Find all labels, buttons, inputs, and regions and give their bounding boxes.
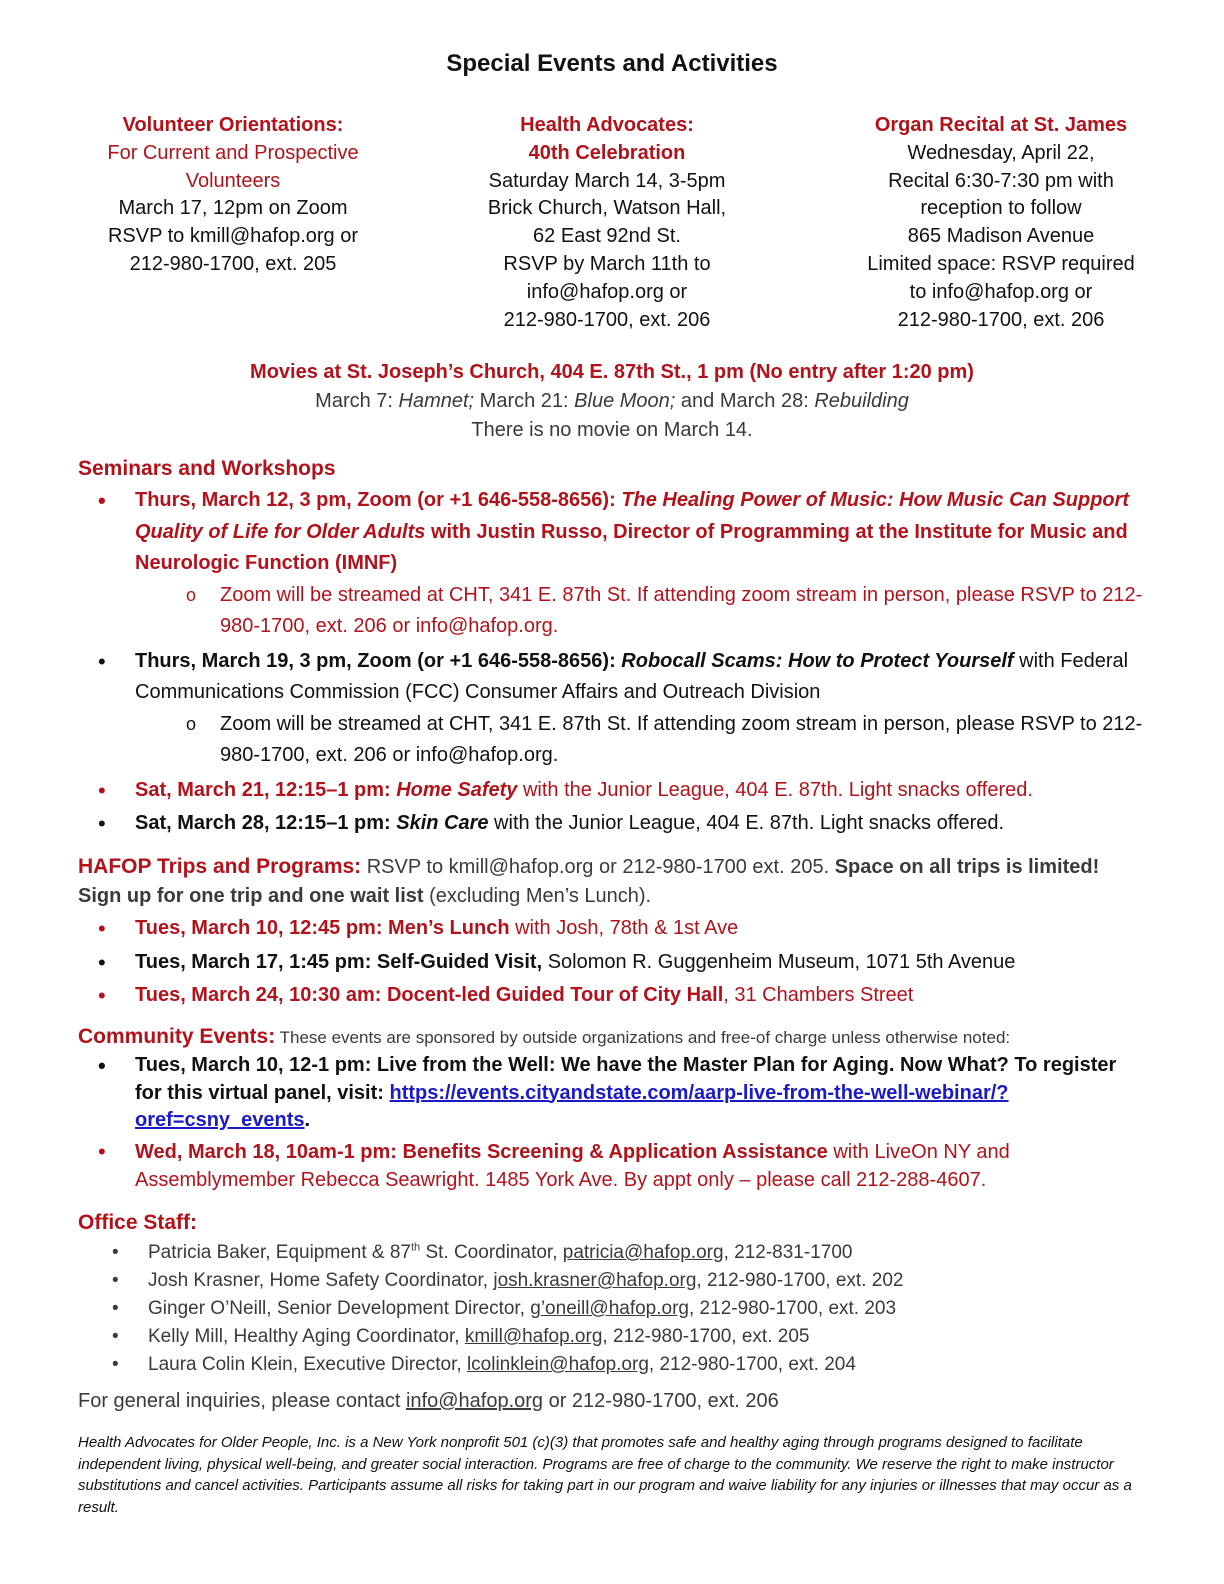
column-line: RSVP by March 11th to [503,252,711,275]
event-detail: with LiveOn NY and Assemblymember Rebecca Seawright. 1485 York Ave. By appt only – please call 212-288-4607. [135,1140,1010,1191]
bullet-icon: • [98,811,106,836]
staff-name: Josh Krasner, Home Safety Coordinator, [148,1270,494,1291]
movie-date: and March 28: [675,390,815,412]
staff-name: Patricia Baker, Equipment & 87 [148,1242,411,1263]
punctuation: . [304,1109,311,1131]
list-item [78,980,1146,1012]
inquiry-email-link[interactable]: info@hafop.org [405,1390,544,1412]
staff-member [78,1295,1146,1323]
list-item [78,775,1146,807]
movies-note: There is no movie on March 14. [471,419,753,441]
column-line: 212-980-1700, ext. 206 [503,308,711,331]
bullet-icon: • [112,1270,119,1291]
column-line: reception to follow [920,197,1082,220]
general-inquiries [78,1387,1146,1416]
circle-bullet-icon: o [186,584,197,605]
section-heading: HAFOP Trips and Programs: [78,855,362,878]
event-lead: Thurs, March 19, 3 pm, Zoom (or +1 646-558-8656): [135,649,622,672]
event-lead: Tues, March 17, 1:45 pm: Self-Guided Visit, [135,950,543,973]
event-note: Zoom will be streamed at CHT, 341 E. 87th St. If attending zoom stream in person, please RSVP to 212-980-1700, ext. 206 or info@hafop.org. [220,583,1143,637]
event-lead: Sat, March 28, 12:15–1 pm: [135,812,397,834]
list-item [78,1052,1146,1135]
column-subheading: For Current and Prospective [107,141,359,164]
event-lead: Tues, March 24, 10:30 am: Docent-led Guided Tour of City Hall [135,984,724,1006]
staff-email-link[interactable]: patricia@hafop.org, [562,1242,729,1263]
trips-section [78,852,1146,1012]
bullet-icon: • [98,1053,106,1078]
community-section [78,1022,1146,1194]
staff-email-link[interactable]: lcolinklein@hafop.org, [466,1354,655,1375]
volunteer-orientation-column [78,112,388,334]
event-detail: with Josh, 78th & 1st Ave [509,917,739,939]
sub-list-item [78,580,1146,643]
column-line: Recital 6:30-7:30 pm with [888,169,1114,192]
list-item [78,947,1146,979]
column-line: RSVP to kmill@hafop.org or [107,225,359,248]
event-detail: with the Junior League, 404 E. 87th. Light snacks offered. [517,778,1033,801]
list-item [78,646,1146,772]
column-line: 865 Madison Avenue [907,225,1095,248]
circle-bullet-icon: o [186,713,197,734]
column-line: March 17, 12pm on Zoom [118,197,348,220]
organ-recital-column [846,112,1156,334]
column-line: Limited space: RSVP required [867,252,1135,275]
movies-section [78,358,1146,445]
inquiry-phone: or 212-980-1700, ext. 206 [543,1390,779,1412]
movie-date: March 7: [315,390,399,412]
column-line: 212-980-1700, ext. 206 [897,308,1105,331]
staff-email-link[interactable]: kmill@hafop.org [464,1326,603,1347]
staff-email-link[interactable]: josh.krasner@hafop.org [493,1270,697,1291]
disclaimer-footer: Health Advocates for Older People, Inc. is a New York nonprofit 501 (c)(3) that promotes safe and healthy aging through programs designed to facilitate independent living, physical well-being, and greater social interaction. Programs are free of charge to the community. We reserve the right to make instructor substitutions and cancel activities. Participants assume all risks for taking part in our program and waive liability for any injuries or illnesses that may occur as a result. [78,1434,1132,1516]
section-heading: Seminars and Workshops [78,457,336,480]
sub-list-item [78,709,1146,772]
event-detail: , 31 Chambers Street [723,984,914,1006]
column-line: 62 East 92nd St. [533,225,681,248]
bullet-icon: • [98,983,106,1008]
trips-intro [78,852,1146,911]
movie-title: Blue Moon; [574,390,676,412]
staff-phone: , 212-980-1700, ext. 203 [689,1298,897,1319]
bullet-icon: • [98,777,106,803]
bullet-icon: • [112,1298,119,1319]
staff-name: Ginger O’Neill, Senior Development Director, [148,1298,531,1319]
ordinal-suffix: th [410,1241,421,1254]
column-heading: Volunteer Orientations: [122,114,344,136]
registration-link[interactable]: https://events.cityandstate.com/aarp-live-from-the-well-webinar/?oref=csny_events [135,1081,1009,1131]
staff-member [78,1351,1146,1379]
seminars-section [78,454,1146,840]
staff-phone: 212-980-1700, ext. 204 [654,1354,856,1375]
community-note: These events are sponsored by outside organizations and free-of charge unless otherwise noted: [275,1028,1011,1047]
list-item [78,808,1146,840]
staff-phone: , 212-980-1700, ext. 205 [602,1326,810,1347]
staff-member [78,1267,1146,1295]
section-heading: Community Events: [78,1025,276,1048]
column-line: Saturday March 14, 3-5pm [488,169,726,192]
column-line: Brick Church, Watson Hall, [487,197,727,220]
list-item [78,1138,1146,1194]
featured-events [78,112,1146,334]
event-note: Zoom will be streamed at CHT, 341 E. 87th St. If attending zoom stream in person, please RSVP to 212-980-1700, ext. 206 or info@hafop.org. [220,712,1143,766]
trips-notice: Space on all trips is limited! Sign up for one trip and one wait list [78,856,1100,907]
event-detail: Solomon R. Guggenheim Museum, 1071 5th Avenue [542,950,1016,973]
event-title: Robocall Scams: How to Protect Yourself [621,649,1014,672]
community-intro [78,1022,1146,1052]
bullet-icon: • [98,949,106,975]
movies-heading: Movies at St. Joseph’s Church, 404 E. 87th St., 1 pm (No entry after 1:20 pm) [250,361,974,383]
event-detail: with Federal Communications Commission (FCC) Consumer Affairs and Outreach Division [135,649,1129,703]
bullet-icon: • [112,1326,119,1347]
trips-exclusion: (excluding Men’s Lunch). [423,885,652,907]
column-line: info@hafop.org or [526,280,688,303]
event-title: Home Safety [396,778,518,801]
staff-name: Kelly Mill, Healthy Aging Coordinator, [148,1326,465,1347]
event-lead: Thurs, March 12, 3 pm, Zoom (or +1 646-558-8656): [135,489,622,511]
column-heading: 40th Celebration [528,141,686,164]
movie-title: Rebuilding [814,390,909,412]
celebration-column [457,112,757,334]
staff-name: Laura Colin Klein, Executive Director, [148,1354,467,1375]
movie-title: Hamnet; [398,390,475,412]
staff-list [78,1239,1146,1379]
staff-phone: 212-831-1700 [728,1242,853,1263]
staff-phone: , 212-980-1700, ext. 202 [696,1270,904,1291]
section-heading: Office Staff: [78,1211,198,1234]
staff-section [78,1208,1146,1416]
event-lead: Wed, March 18, 10am-1 pm: Benefits Screening & Application Assistance [135,1140,828,1163]
column-subheading: Volunteers [185,169,281,192]
list-item [78,913,1146,945]
column-line: Wednesday, April 22, [907,141,1095,164]
event-detail: with the Junior League, 404 E. 87th. Light snacks offered. [488,812,1005,834]
movies-schedule [78,387,1146,416]
column-heading: Organ Recital at St. James [874,114,1128,136]
bullet-icon: • [98,488,106,513]
bullet-icon: • [98,916,106,941]
bullet-icon: • [112,1242,119,1263]
bullet-icon: • [112,1354,119,1375]
staff-email-link[interactable]: g’oneill@hafop.org [530,1298,689,1319]
movie-date: March 21: [474,390,575,412]
staff-member [78,1323,1146,1351]
column-line: to info@hafop.org or [909,280,1093,303]
bullet-icon: • [98,648,106,674]
staff-member [78,1239,1146,1267]
event-lead: Tues, March 10, 12:45 pm: Men’s Lunch [135,917,510,939]
column-heading: Health Advocates: [520,114,694,136]
staff-role: St. Coordinator, [420,1242,563,1263]
bullet-icon: • [98,1138,106,1164]
event-title: Skin Care [396,812,489,834]
event-detail: Tues, March 10, 12-1 pm: Live from the Well: We have the Master Plan for Aging. Now What? To register for this virtual panel, visit: [135,1054,1117,1104]
trips-rsvp: RSVP to kmill@hafop.org or 212-980-1700 ext. 205. [361,856,835,878]
event-title: The Healing Power of Music: How Music Can Support Quality of Life for Older Adults [135,489,1130,543]
column-line: 212-980-1700, ext. 205 [129,252,337,275]
event-lead: Sat, March 21, 12:15–1 pm: [135,778,397,801]
page-title: Special Events and Activities [446,50,778,77]
list-item [78,485,1146,643]
inquiry-text: For general inquiries, please contact [78,1390,406,1412]
event-detail: with Justin Russo, Director of Programming at the Institute for Music and Neurologic Function (IMNF) [135,520,1128,574]
